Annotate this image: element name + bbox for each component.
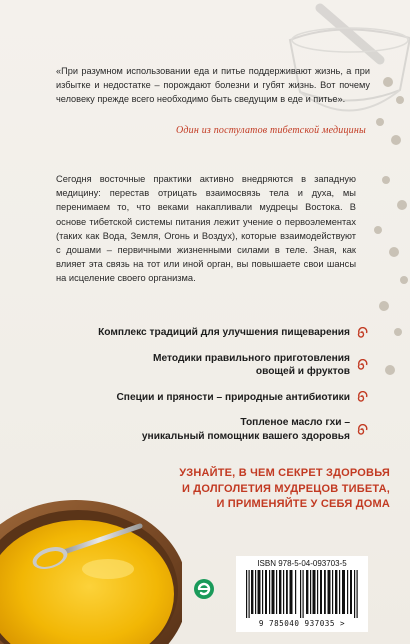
cta-line: УЗНАЙТЕ, В ЧЕМ СЕКРЕТ ЗДОРОВЬЯ — [179, 467, 390, 479]
ghee-bowl-image — [0, 474, 182, 644]
barcode-digits: 9 785040 937035 > — [258, 619, 346, 628]
feature-line: уникальный помощник вашего здоровья — [141, 430, 350, 442]
feature-item — [56, 352, 368, 379]
spiral-bullet-icon — [356, 359, 368, 371]
feature-item — [56, 391, 368, 405]
feature-line: Комплекс традиций для улучшения пищеварения — [98, 327, 350, 338]
eksmo-logo-icon — [193, 578, 215, 600]
feature-line: овощей и фруктов — [255, 366, 350, 377]
feature-list — [56, 326, 368, 455]
barcode-image — [244, 570, 360, 618]
cta-line: И ПРИМЕНЯЙТЕ У СЕБЯ ДОМА — [216, 498, 390, 510]
spiral-bullet-icon — [356, 391, 368, 403]
barcode-box — [236, 556, 368, 632]
quote-text: «При разумном использовании еда и питье поддерживают жизнь, а при избытке и недостатке – порождают болезни и губят жизнь. Вот почему человеку прежде всего необходимо быть сведущим в еде и питье». — [56, 66, 370, 104]
isbn-label: ISBN 978-5-04-093703-5 — [257, 559, 347, 568]
feature-line: Методики правильного приготовления — [152, 352, 350, 364]
spiral-bullet-icon — [356, 424, 368, 436]
quote-source: Один из постулатов тибетской медицины — [175, 125, 366, 136]
feature-item — [56, 416, 368, 443]
feature-line: Специи и пряности – природные антибиотики — [116, 391, 350, 403]
feature-item — [56, 326, 368, 340]
description-text: Сегодня восточные практики активно внедряются в западную медицину: перестав отрицать взаимосвязь тела и духа, мы перенимаем то, что веками накапливали мудрецы Востока. В основе тибетской системы питания лежит учение о первоэлементах (таких как Вода, Земля, Огонь и Воздух), которые взаимодействуют с дошами – первичными жизненными силами в теле. Зная, как влияет эта связь на тот или иной орган, вы повышаете свои шансы на исцеление своего организма. — [56, 174, 356, 284]
spiral-bullet-icon — [356, 327, 368, 339]
cta-line: И ДОЛГОЛЕТИЯ МУДРЕЦОВ ТИБЕТА, — [181, 482, 390, 495]
feature-line: Топленое масло гхи – — [240, 417, 350, 428]
